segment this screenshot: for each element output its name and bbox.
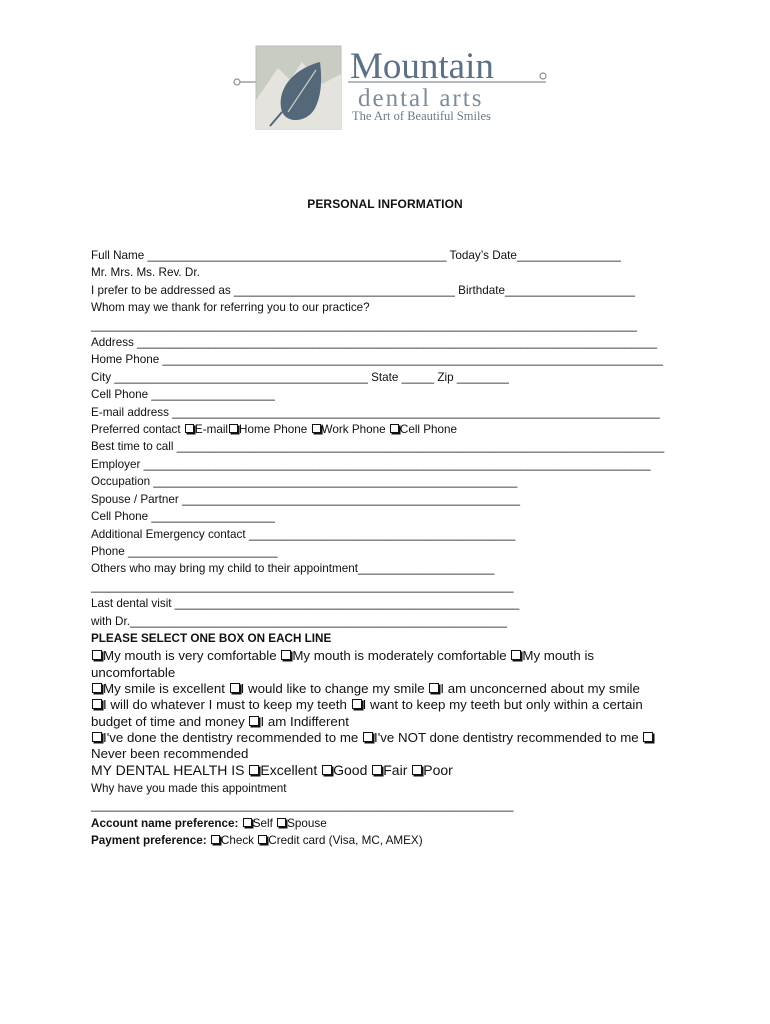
cell-phone-field[interactable]: Cell Phone ___________________ <box>91 388 275 402</box>
checkbox-icon[interactable] <box>92 699 102 709</box>
preferred-name-field[interactable]: I prefer to be addressed as __________________________________ Birthdate____________________ <box>91 283 635 297</box>
smile-choices <box>91 681 671 697</box>
contact-option-home-phone[interactable]: Home Phone <box>228 423 307 436</box>
cell-phone-field-2[interactable]: Cell Phone ___________________ <box>91 510 275 524</box>
employer-field[interactable]: Employer ______________________________________________________________________________ <box>91 457 651 471</box>
checkbox-icon[interactable] <box>185 424 194 433</box>
choice-comfort-3[interactable]: My mouth is uncomfortable <box>91 648 595 680</box>
choice-health-good[interactable]: Good <box>333 762 368 779</box>
teeth-choices <box>91 697 671 730</box>
choice-comfort-1[interactable]: My mouth is very comfortable <box>103 648 277 664</box>
email-field[interactable]: E-mail address ___________________________________________________________________________ <box>91 405 660 419</box>
checkbox-icon[interactable] <box>322 765 332 775</box>
choice-health-poor[interactable]: Poor <box>423 762 453 779</box>
choice-smile-1[interactable]: My smile is excellent <box>103 680 225 696</box>
home-phone-field[interactable]: Home Phone _____________________________________________________________________________ <box>91 353 663 367</box>
choice-teeth-3[interactable]: I am Indifferent <box>260 713 349 729</box>
comfort-choices <box>91 648 671 681</box>
choice-health-excellent[interactable]: Excellent <box>260 762 318 779</box>
dental-health-label: MY DENTAL HEALTH IS <box>91 762 249 779</box>
select-one-heading: PLEASE SELECT ONE BOX ON EACH LINE <box>91 631 332 645</box>
checkbox-icon[interactable] <box>429 683 439 693</box>
checkbox-icon[interactable] <box>211 835 220 844</box>
checkbox-icon[interactable] <box>243 818 252 827</box>
phone-field[interactable]: Phone _______________________ <box>91 544 278 558</box>
checkbox-icon[interactable] <box>390 424 399 433</box>
others-bringing-child-field-2[interactable]: _________________________________________________________________ <box>91 579 514 593</box>
choice-smile-2[interactable]: I would like to change my smile <box>240 680 425 696</box>
best-time-field[interactable]: Best time to call ___________________________________________________________________________ <box>91 440 665 454</box>
account-preference-row <box>91 815 691 832</box>
checkbox-icon[interactable] <box>511 650 521 660</box>
account-option-self[interactable]: Self <box>242 817 273 830</box>
salutation-options: Mr. Mrs. Ms. Rev. Dr. <box>91 266 200 280</box>
checkbox-icon[interactable] <box>643 732 653 742</box>
appointment-reason-field[interactable]: _________________________________________________________________ <box>91 799 514 813</box>
occupation-field[interactable]: Occupation ________________________________________________________ <box>91 475 518 489</box>
personal-information-form <box>91 247 691 849</box>
checkbox-icon[interactable] <box>230 683 240 693</box>
checkbox-icon[interactable] <box>92 732 102 742</box>
referral-question: Whom may we thank for referring you to our practice? <box>91 301 370 315</box>
appointment-reason-question: Why have you made this appointment <box>91 781 287 795</box>
payment-option-check[interactable]: Check <box>210 834 254 847</box>
last-dental-visit-field[interactable]: Last dental visit _____________________________________________________ <box>91 597 520 611</box>
address-field[interactable]: Address ________________________________________________________________________________ <box>91 336 658 350</box>
checkbox-icon[interactable] <box>372 765 382 775</box>
checkbox-icon[interactable] <box>312 424 321 433</box>
payment-preference-label: Payment preference: <box>91 833 210 847</box>
checkbox-icon[interactable] <box>92 683 102 693</box>
logo-name-line1: Mountain <box>350 46 494 87</box>
contact-option-work-phone[interactable]: Work Phone <box>311 423 386 436</box>
payment-preference-row <box>91 832 691 849</box>
choice-comfort-2[interactable]: My mouth is moderately comfortable <box>292 648 507 664</box>
full-name-field[interactable]: Full Name ______________________________________________ Today’s Date________________ <box>91 249 621 262</box>
city-state-zip-field[interactable]: City _______________________________________ State _____ Zip ________ <box>91 370 509 384</box>
checkbox-icon[interactable] <box>412 765 422 775</box>
dentistry-choices <box>91 730 671 763</box>
with-dr-field[interactable]: with Dr.__________________________________________________________ <box>91 614 507 628</box>
checkbox-icon[interactable] <box>277 818 286 827</box>
emergency-contact-field[interactable]: Additional Emergency contact _________________________________________ <box>91 527 516 541</box>
contact-option-cell-phone[interactable]: Cell Phone <box>389 423 457 436</box>
checkbox-icon[interactable] <box>249 716 259 726</box>
spouse-partner-field[interactable]: Spouse / Partner ____________________________________________________ <box>91 492 520 506</box>
account-preference-label: Account name preference: <box>91 816 242 830</box>
checkbox-icon[interactable] <box>352 699 362 709</box>
mountain-dental-arts-logo <box>230 40 550 135</box>
checkbox-icon[interactable] <box>281 650 291 660</box>
checkbox-icon[interactable] <box>249 765 259 775</box>
referral-field[interactable]: ____________________________________________________________________________________ <box>91 318 638 332</box>
checkbox-icon[interactable] <box>229 424 238 433</box>
checkbox-icon[interactable] <box>92 650 102 660</box>
choice-dentistry-1[interactable]: I've done the dentistry recommended to me <box>103 729 359 745</box>
logo-name-line2: dental arts <box>358 85 484 112</box>
choice-dentistry-2[interactable]: I've NOT done dentistry recommended to me <box>374 729 639 745</box>
checkbox-icon[interactable] <box>258 835 267 844</box>
account-option-spouse[interactable]: Spouse <box>276 817 327 830</box>
choice-health-fair[interactable]: Fair <box>383 762 408 779</box>
others-bringing-child-field[interactable]: Others who may bring my child to their appointment_____________________ <box>91 562 495 576</box>
checkbox-icon[interactable] <box>363 732 373 742</box>
choice-dentistry-3[interactable]: Never been recommended <box>91 746 249 762</box>
preferred-contact-label: Preferred contact <box>91 423 184 437</box>
dental-health-choices <box>91 762 671 778</box>
preferred-contact-row <box>91 421 691 438</box>
choice-teeth-1[interactable]: I will do whatever I must to keep my teeth <box>103 697 347 713</box>
page-title: PERSONAL INFORMATION <box>307 197 463 211</box>
payment-option-credit-card[interactable]: Credit card (Visa, MC, AMEX) <box>257 834 422 847</box>
choice-teeth-2[interactable]: I want to keep my teeth but only within a certain budget of time and money <box>91 697 643 729</box>
choice-smile-3[interactable]: I am unconcerned about my smile <box>440 680 640 696</box>
logo-tagline: The Art of Beautiful Smiles <box>352 109 491 123</box>
contact-option-email[interactable]: E-mail <box>184 423 228 436</box>
